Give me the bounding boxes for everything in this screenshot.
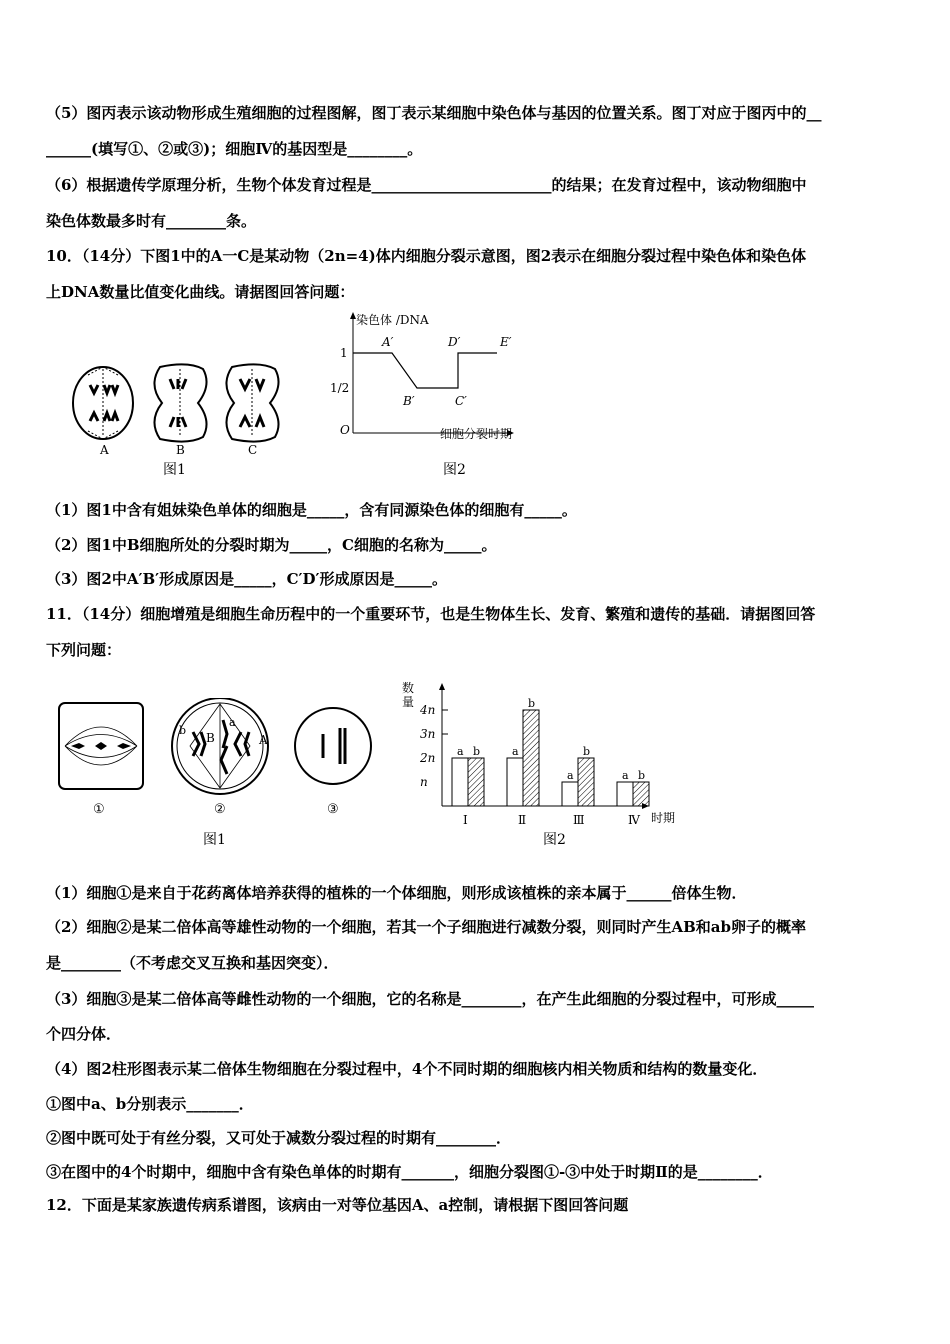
- bar-label-a: a: [622, 769, 629, 782]
- q11-part2-line2: 是________（不考虑交叉互换和基因突变）．: [46, 954, 339, 972]
- q10-fig2-origin: O: [340, 423, 350, 437]
- y-tick-label: 2n: [420, 751, 436, 765]
- q10-fig2-y1: 1: [340, 346, 348, 360]
- point-b-label: B′: [403, 394, 415, 408]
- q10-part3: （3）图2中A′B′形成原因是_____，C′D′形成原因是_____。: [46, 570, 447, 588]
- cell-c: [226, 364, 278, 441]
- q9-part6-line1: （6）根据遗传学原理分析，生物个体发育过程是________________________的结果；在发育过程中，该动物细胞中: [46, 176, 807, 194]
- point-c-label: C′: [455, 394, 467, 408]
- q10-fig2-ylabel: 染色体 /DNA: [356, 313, 429, 327]
- cell-3-number: ③: [327, 802, 339, 817]
- q11-part3-line1: （3）细胞③是某二倍体高等雌性动物的一个细胞，它的名称是________，在产生此细胞的分裂过程中，可形成_____: [46, 990, 814, 1008]
- point-e-label: E′: [500, 335, 512, 349]
- q9-part5-line2: ______(填写①、②或③)；细胞Ⅳ的基因型是________。: [46, 140, 423, 158]
- q10-fig2-yhalf: 1/2: [330, 381, 350, 395]
- bar-b: [578, 758, 594, 806]
- cell-3: [295, 708, 371, 784]
- q10-figure2: [330, 308, 530, 480]
- cell-b-label: B: [176, 443, 185, 457]
- bar-label-a: a: [512, 745, 519, 758]
- q11-fig2-caption: 图2: [543, 832, 566, 848]
- point-a-label: A′: [382, 335, 394, 349]
- point-d-label: D′: [448, 335, 461, 349]
- bar-a: [507, 758, 523, 806]
- x-category-label: Ⅲ: [573, 813, 585, 827]
- q11-fig2-ylabel-char1: 数: [402, 681, 415, 695]
- y-tick-label: 4n: [420, 703, 436, 717]
- q11-part4-sub1: ①图中a、b分别表示_______．: [46, 1095, 254, 1113]
- y-tick-label: n: [420, 775, 428, 789]
- gene-a: a: [229, 716, 236, 729]
- q11-fig1-caption: 图1: [203, 832, 226, 848]
- bar-b: [468, 758, 484, 806]
- bar-label-b: b: [583, 745, 591, 758]
- q10-part1: （1）图1中含有姐妹染色单体的细胞是_____，含有同源染色体的细胞有_____。: [46, 501, 577, 519]
- cell-b: [154, 364, 206, 441]
- q9-part5-line1: （5）图丙表示该动物形成生殖细胞的过程图解，图丁表示某细胞中染色体与基因的位置关系。图丁对应于图丙中的__: [46, 104, 822, 122]
- q11-part3-line2: 个四分体．: [46, 1025, 122, 1043]
- q10-fig2-curve: [353, 353, 497, 388]
- q9-part6-line2: 染色体数最多时有________条。: [46, 212, 257, 230]
- q10-stem-line1: 10．（14分）下图1中的A一C是某动物（2n=4)体内细胞分裂示意图，图2表示在细胞分裂过程中染色体和染色体: [46, 247, 807, 265]
- q11-fig2-xlabel: 时期: [651, 811, 676, 825]
- y-tick-label: 3n: [420, 727, 436, 741]
- q10-fig2-caption: 图2: [443, 462, 466, 478]
- bar-label-b: b: [473, 745, 481, 758]
- q10-part2: （2）图1中B细胞所处的分裂时期为_____，C细胞的名称为_____。: [46, 536, 497, 554]
- gene-b: b: [179, 724, 187, 737]
- q11-part1: （1）细胞①是来自于花药离体培养获得的植株的一个体细胞，则形成该植株的亲本属于______倍体生物．: [46, 884, 747, 902]
- q11-fig2-ylabel-char2: 量: [402, 695, 415, 709]
- q11-part4-sub3: ③在图中的4个时期中，细胞中含有染色单体的时期有_______，细胞分裂图①-③中处于时期Ⅱ的是________．: [46, 1163, 773, 1181]
- q11-stem-line1: 11．（14分）细胞增殖是细胞生命历程中的一个重要环节，也是生物体生长、发育、繁殖和遗传的基础．请据图回答: [46, 605, 816, 623]
- q12-stem: 12．下面是某家族遗传病系谱图，该病由一对等位基因A、a控制，请根据下图回答问题: [46, 1196, 629, 1214]
- q11-part2-line1: （2）细胞②是某二倍体高等雄性动物的一个细胞，若其一个子细胞进行减数分裂，则同时产生AB和ab卵子的概率: [46, 918, 806, 936]
- x-category-label: Ⅳ: [628, 813, 640, 827]
- cell-2: [172, 698, 268, 794]
- cell-c-label: C: [248, 443, 258, 457]
- q11-part4-sub2: ②图中既可处于有丝分裂，又可处于减数分裂过程的时期有________．: [46, 1129, 512, 1147]
- q11-figure1: [55, 698, 375, 853]
- bar-a: [617, 782, 633, 806]
- q10-fig1-caption: 图1: [163, 462, 186, 478]
- x-category-label: Ⅱ: [518, 813, 527, 827]
- bar-a: [562, 782, 578, 806]
- x-category-label: Ⅰ: [463, 813, 468, 827]
- cell-a: [73, 367, 133, 439]
- gene-A: A: [259, 733, 268, 747]
- cell-1: [59, 703, 143, 789]
- bar-label-a: a: [567, 769, 574, 782]
- bar-a: [452, 758, 468, 806]
- bar-label-b: b: [528, 697, 536, 710]
- cell-a-label: A: [100, 443, 109, 457]
- q10-fig2-xlabel: 细胞分裂时期: [440, 427, 513, 441]
- gene-B: B: [206, 731, 215, 745]
- bar-b: [633, 782, 649, 806]
- bar-b: [523, 710, 539, 806]
- bar-label-b: b: [638, 769, 646, 782]
- q10-stem-line2: 上DNA数量比值变化曲线。请据图回答问题：: [46, 283, 355, 301]
- q11-figure2: [398, 678, 698, 853]
- q10-figure1: [60, 355, 300, 480]
- cell-2-number: ②: [214, 802, 226, 817]
- q11-part4: （4）图2柱形图表示某二倍体生物细胞在分裂过程中，4个不同时期的细胞核内相关物质和结构的数量变化．: [46, 1060, 768, 1078]
- cell-1-number: ①: [93, 802, 105, 817]
- q11-stem-line2: 下列问题：: [46, 641, 122, 659]
- bar-label-a: a: [457, 745, 464, 758]
